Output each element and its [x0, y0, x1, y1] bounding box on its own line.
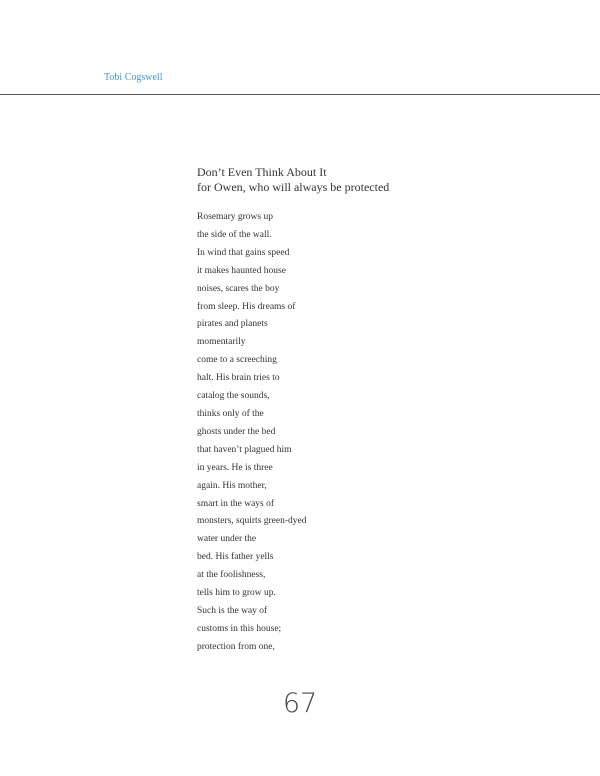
poem-dedication: for Owen, who will always be protected	[197, 180, 390, 194]
running-header-author: Tobi Cogswell	[104, 72, 163, 83]
poem-line: catalog the sounds,	[197, 391, 270, 402]
poem-line: noises, scares the boy	[197, 283, 280, 294]
poem-line: Rosemary grows up	[197, 212, 273, 222]
poem-line: thinks only of the	[197, 408, 264, 419]
poem-line: that haven’t plagued him	[197, 444, 292, 455]
poem-line: in years. He is three	[197, 462, 273, 473]
poem-line: come to a screeching	[197, 355, 277, 366]
poem-line: at the foolishness,	[197, 570, 266, 581]
poem-line: water under the	[197, 534, 257, 545]
poem-line: monsters, squirts green-dyed	[197, 516, 307, 527]
poem-line: halt. His brain tries to	[197, 373, 280, 384]
poem-line: Such is the way of	[197, 605, 268, 616]
poem-heading	[197, 165, 389, 195]
poem-line: momentarily	[197, 337, 246, 348]
poem-line: it makes haunted house	[197, 265, 286, 276]
poem-line: the side of the wall.	[197, 229, 272, 240]
poem-line: ghosts under the bed	[197, 426, 276, 437]
poem-line: bed. His father yells	[197, 552, 274, 563]
poem-title: Don’t Even Think About It	[197, 165, 327, 179]
poem-line: again. His mother,	[197, 480, 267, 491]
page-number: 67	[282, 688, 318, 719]
poem-line: customs in this house;	[197, 623, 282, 634]
poem-line: pirates and planets	[197, 319, 268, 330]
poem-line: tells him to grow up.	[197, 588, 276, 599]
poem-line: protection from one,	[197, 641, 275, 652]
poem-line: smart in the ways of	[197, 498, 275, 509]
poem-line: In wind that gains speed	[197, 247, 290, 258]
poem-body	[197, 209, 307, 657]
poem-line: from sleep. His dreams of	[197, 301, 296, 312]
header-divider	[0, 94, 600, 95]
